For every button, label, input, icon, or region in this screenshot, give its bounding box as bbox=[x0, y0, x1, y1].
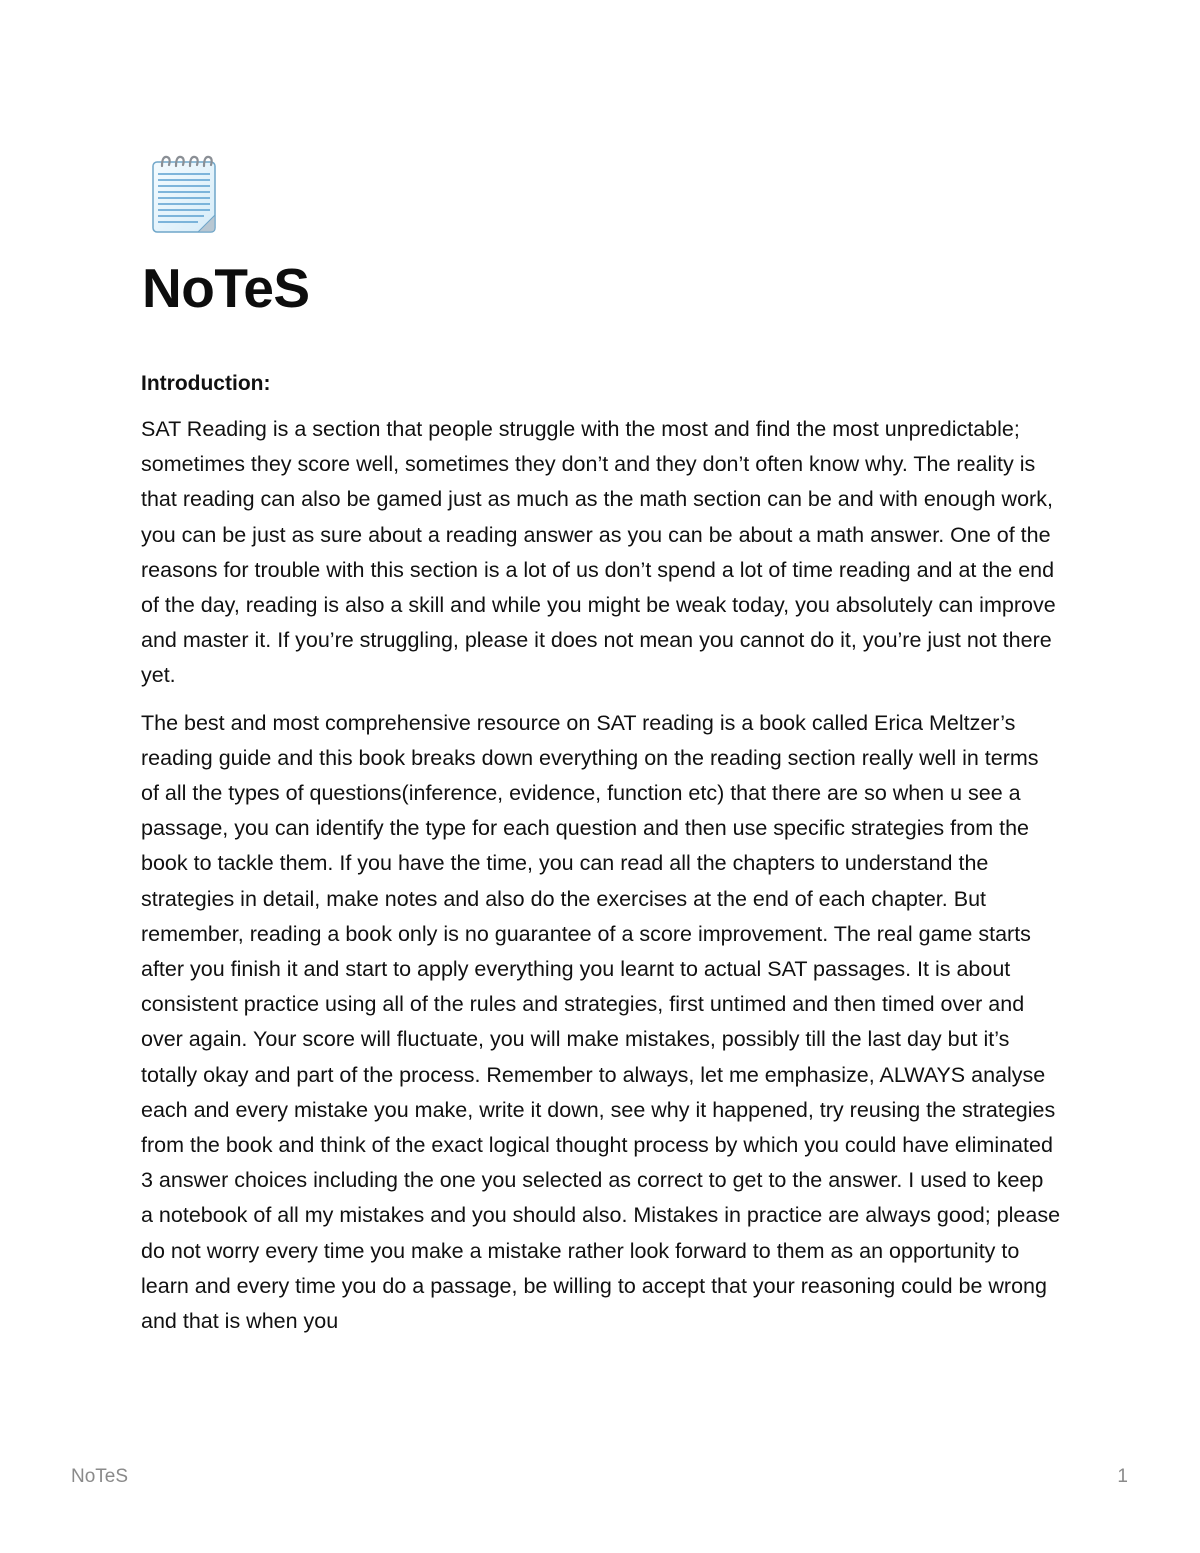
paragraph: SAT Reading is a section that people struggle with the most and find the most unpredictable; sometimes they score well, sometimes they don’t and they don’t often know why. The reality is that reading can also be gamed just as much as the math section can be and with enough work, you can be just as sure about a reading answer as you can be about a math answer. One of the reasons for trouble with this section is a lot of us don’t spend a lot of time reading and at the end of the day, reading is also a skill and while you might be weak today, you absolutely can improve and master it. If you’re struggling, please it does not mean you cannot do it, you’re just not there yet. bbox=[141, 417, 1056, 688]
footer-document-name: NoTeS bbox=[71, 1466, 129, 1487]
footer-page-number: 1 bbox=[1117, 1466, 1128, 1487]
paragraph: The best and most comprehensive resource on SAT reading is a book called Erica Meltzer’s reading guide and this book breaks down everything on the reading section really well in terms of all the types of questions(inference, evidence, function etc) that there are so when u see a passage, you can identify the type for each question and then use specific strategies from the book to tackle them. If you have the time, you can read all the chapters to understand the strategies in detail, make notes and also do the exercises at the end of each chapter. But remember, reading a book only is no guarantee of a score improvement. The real game starts after you finish it and start to apply everything you learnt to actual SAT passages. It is about consistent practice using all of the rules and strategies, first untimed and then timed over and over again. Your score will fluctuate, you will make mistakes, possibly till the last day but it’s totally okay and part of the process. Remember to always, let me emphasize, ALWAYS analyse each and every mistake you make, write it down, see why it happened, try reusing the strategies from the book and think of the exact logical thought process by which you could have eliminated 3 answer choices including the one you selected as correct to get to the answer. I used to keep a notebook of all my mistakes and you should also. Mistakes in practice are always good; please do not worry every time you make a mistake rather look forward to them as an opportunity to learn and every time you do a passage, be willing to accept that your reasoning could be wrong and that is when you bbox=[141, 710, 1061, 1334]
document-body bbox=[141, 368, 1061, 1351]
notepad-icon bbox=[148, 152, 222, 236]
section-heading: Introduction: bbox=[141, 372, 271, 395]
document-title: NoTeS bbox=[142, 257, 310, 319]
